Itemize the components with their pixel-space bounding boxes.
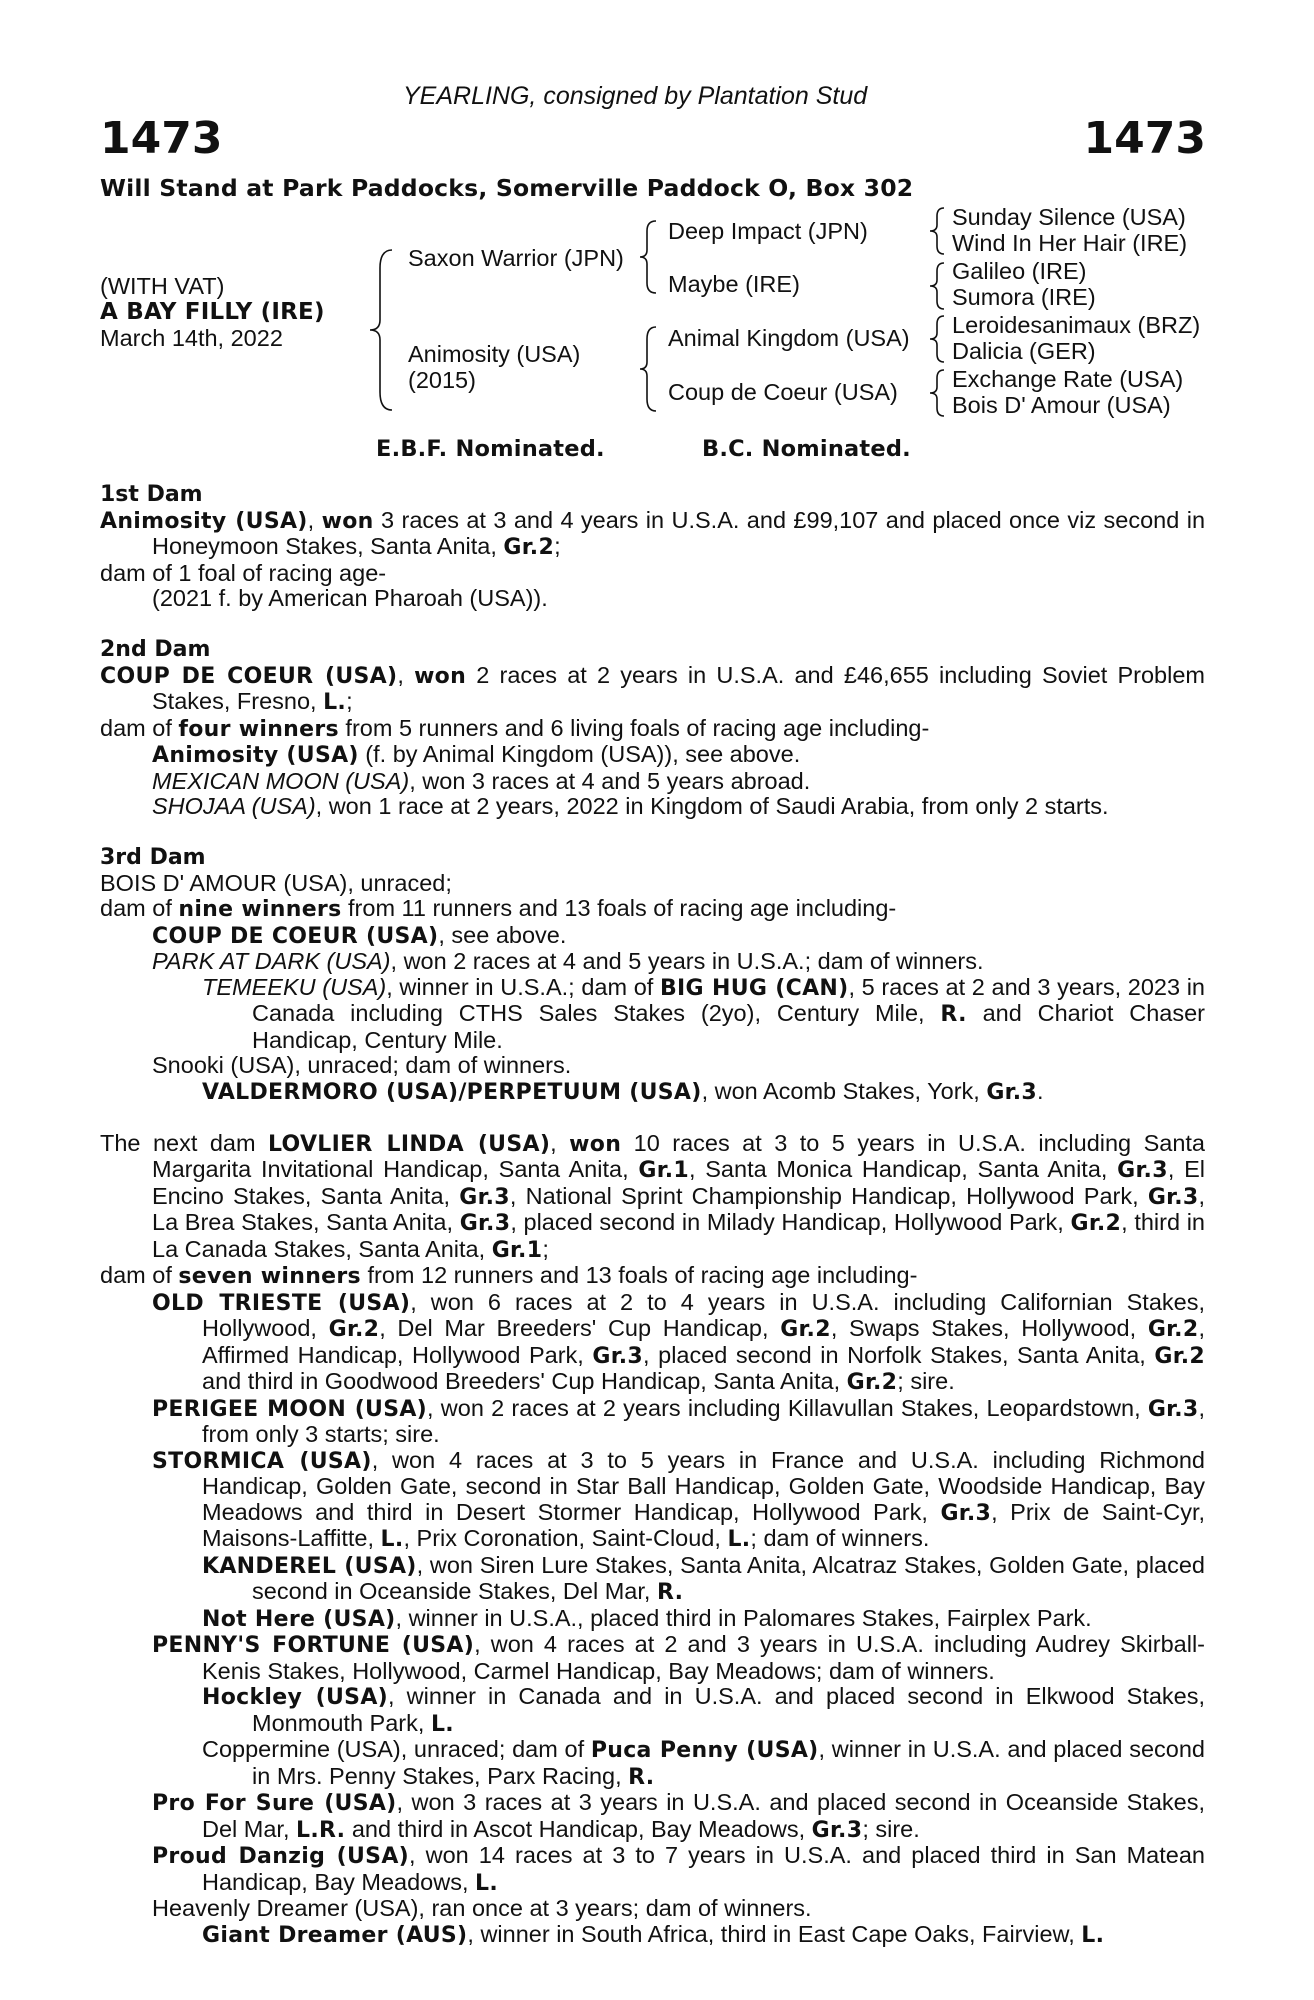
text-run: , Affirmed Handicap, Hollywood Park, bbox=[202, 1315, 1205, 1368]
italic-run: MEXICAN MOON (USA) bbox=[152, 767, 410, 794]
text-run: , Swaps Stakes, Hollywood, bbox=[830, 1315, 1148, 1341]
record-paragraph bbox=[100, 586, 1205, 612]
text-run: ; sire. bbox=[862, 1815, 920, 1842]
text-run: and third in Goodwood Breeders' Cup Handicap, Santa Anita, bbox=[202, 1368, 847, 1394]
pedigree-brace-sire bbox=[638, 219, 660, 295]
text-run: , 5 races at 2 and 3 years, 2023 in Canada including CTHS Sales Stakes (2yo), Century Mile, bbox=[252, 973, 1205, 1026]
bold-run: Gr.3 bbox=[459, 1211, 511, 1236]
text-run: 3 races at 3 and 4 years in U.S.A. and £99,107 and placed once viz second in Honeymoon Stakes, Santa Anita, bbox=[152, 506, 1206, 559]
bold-run: L. bbox=[380, 1527, 404, 1552]
section-heading: 2nd Dam bbox=[100, 637, 211, 662]
bold-run: COUP DE COEUR (USA) bbox=[100, 663, 398, 689]
text-run: , won 3 races at 3 years in U.S.A. and placed second in Oceanside Stakes, Del Mar, bbox=[202, 1789, 1205, 1842]
bold-run: Proud Danzig (USA) bbox=[152, 1844, 410, 1869]
text-run: , won 4 races at 3 to 5 years in France and U.S.A. including Richmond Handicap, Golden Gate, second in Star Ball Handicap, Golden Gate, Woodside Handicap, Bay Meadows and third in Desert Stormer Handicap, Hollywood Park, bbox=[202, 1446, 1205, 1525]
bold-run: Gr.3 bbox=[940, 1500, 992, 1526]
bold-run: Gr.2 bbox=[328, 1317, 380, 1342]
pedigree-g7: Exchange Rate (USA) bbox=[952, 366, 1184, 392]
text-run: , won 3 races at 4 and 5 years abroad. bbox=[409, 767, 811, 794]
text-run: , won 1 race at 2 years, 2022 in Kingdom of Saudi Arabia, from only 2 starts. bbox=[315, 793, 1109, 819]
foaling-date: March 14th, 2022 bbox=[100, 325, 283, 351]
bold-run: Gr.3 bbox=[459, 1184, 510, 1210]
dam-produce-records bbox=[100, 482, 1205, 1948]
pedigree-dam-dam: Coup de Coeur (USA) bbox=[668, 379, 898, 405]
bold-run: Not Here (USA) bbox=[202, 1606, 396, 1632]
bold-run: Hockley (USA) bbox=[202, 1685, 389, 1710]
bold-run: Gr.2 bbox=[503, 535, 555, 560]
text-run: from 5 runners and 6 living foals of racing age including- bbox=[338, 714, 930, 741]
record-paragraph bbox=[100, 1396, 1205, 1448]
record-paragraph bbox=[100, 1079, 1205, 1106]
bold-run: won bbox=[321, 508, 374, 534]
bold-run: seven winners bbox=[178, 1264, 361, 1289]
bold-run: PENNY'S FORTUNE (USA) bbox=[152, 1633, 475, 1658]
text-run: from 12 runners and 13 foals of racing age including- bbox=[360, 1262, 918, 1288]
text-run: The next dam bbox=[100, 1129, 268, 1156]
bold-run: nine winners bbox=[178, 897, 342, 922]
text-run: , placed second in Norfolk Stakes, Santa Anita, bbox=[643, 1341, 1155, 1368]
text-run: , from only 3 starts; sire. bbox=[202, 1394, 1205, 1447]
pedigree-brace-g4 bbox=[928, 368, 948, 418]
text-run: from 11 runners and 13 foals of racing age including- bbox=[341, 895, 897, 921]
bold-run: Gr.1 bbox=[638, 1158, 689, 1183]
lot-number-left: 1473 bbox=[100, 113, 223, 164]
record-paragraph bbox=[100, 1290, 1205, 1396]
text-run: , bbox=[307, 506, 322, 533]
bold-run: four winners bbox=[178, 716, 339, 742]
italic-run: SHOJAA (USA) bbox=[152, 793, 316, 819]
bold-run: won bbox=[569, 1131, 622, 1157]
pedigree-dam-sire: Animal Kingdom (USA) bbox=[668, 325, 910, 351]
text-run: dam of 1 foal of racing age- bbox=[100, 559, 387, 586]
bold-run: Gr.2 bbox=[1147, 1317, 1199, 1342]
record-paragraph bbox=[100, 1053, 1205, 1079]
record-paragraph bbox=[100, 716, 1205, 743]
text-run: , winner in South Africa, third in East Cape Oaks, Fairview, bbox=[467, 1920, 1082, 1947]
text-run: , winner in U.S.A.; dam of bbox=[386, 973, 660, 1000]
bold-run: Gr.3 bbox=[592, 1343, 644, 1369]
record-paragraph bbox=[100, 742, 1205, 769]
text-run: Coppermine (USA), unraced; dam of bbox=[202, 1736, 591, 1762]
record-paragraph bbox=[100, 1896, 1205, 1922]
record-paragraph bbox=[100, 769, 1205, 795]
text-run: (f. by Animal Kingdom (USA)), see above. bbox=[358, 741, 801, 767]
text-run: , third in La Canada Stakes, Santa Anita, bbox=[152, 1209, 1205, 1262]
record-paragraph bbox=[100, 1737, 1205, 1790]
horse-name: A BAY FILLY (IRE) bbox=[100, 299, 325, 325]
pedigree-section bbox=[100, 1131, 1205, 1949]
text-run: 10 races at 3 to 5 years in U.S.A. including Santa Margarita Invitational Handicap, Santa Anita, bbox=[152, 1129, 1205, 1182]
bold-run: R. bbox=[628, 1764, 655, 1790]
bold-run: L. bbox=[1081, 1922, 1105, 1948]
text-run: , won 2 races at 2 years including Killavullan Stakes, Leopardstown, bbox=[427, 1394, 1148, 1421]
record-paragraph bbox=[100, 1131, 1205, 1264]
pedigree-brace-dam bbox=[638, 325, 660, 413]
record-paragraph bbox=[100, 1263, 1205, 1290]
text-run: , Del Mar Breeders' Cup Handicap, bbox=[379, 1315, 781, 1341]
pedigree-g5: Leroidesanimaux (BRZ) bbox=[952, 312, 1201, 338]
bold-run: Gr.3 bbox=[986, 1079, 1037, 1105]
italic-run: TEMEEKU (USA) bbox=[202, 973, 387, 1000]
text-run: ; sire. bbox=[897, 1368, 955, 1394]
pedigree-brace-g1 bbox=[928, 206, 948, 256]
bold-run: Gr.2 bbox=[1154, 1343, 1205, 1369]
record-paragraph bbox=[100, 1922, 1205, 1949]
bold-run: R. bbox=[940, 1002, 967, 1027]
bold-run: L.R. bbox=[296, 1817, 346, 1843]
text-run: (2021 f. by American Pharoah (USA)). bbox=[152, 585, 548, 611]
text-run: , El Encino Stakes, Santa Anita, bbox=[152, 1156, 1205, 1209]
pedigree-g1: Sunday Silence (USA) bbox=[952, 204, 1186, 230]
ebf-nomination: E.B.F. Nominated. bbox=[376, 436, 605, 462]
text-run: , National Sprint Championship Handicap, Hollywood Park, bbox=[509, 1182, 1148, 1209]
pedigree-g3: Galileo (IRE) bbox=[952, 258, 1087, 284]
bold-run: Gr.2 bbox=[780, 1317, 831, 1342]
bold-run: Pro For Sure (USA) bbox=[152, 1791, 397, 1816]
bold-run: Gr.1 bbox=[491, 1237, 543, 1263]
bold-run: Giant Dreamer (AUS) bbox=[202, 1922, 468, 1948]
pedigree-brace-g2 bbox=[928, 261, 948, 311]
text-run: 2 races at 2 years in U.S.A. and £46,655 including Soviet Problem Stakes, Fresno, bbox=[152, 661, 1205, 714]
record-paragraph bbox=[100, 1632, 1205, 1684]
pedigree-section bbox=[100, 637, 1205, 820]
text-run: , placed second in Milady Handicap, Hollywood Park, bbox=[510, 1209, 1071, 1235]
text-run: , winner in Canada and in U.S.A. and placed second in Elkwood Stakes, Monmouth Park, bbox=[252, 1683, 1206, 1736]
text-run: , won 2 races at 4 and 5 years in U.S.A.; dam of winners. bbox=[390, 948, 984, 974]
record-paragraph bbox=[100, 561, 1205, 587]
record-paragraph bbox=[100, 1684, 1205, 1737]
record-paragraph bbox=[100, 1553, 1205, 1606]
text-run: , see above. bbox=[438, 921, 567, 948]
text-run: Snooki (USA), unraced; dam of winners. bbox=[152, 1052, 572, 1078]
text-run: , bbox=[550, 1129, 570, 1156]
text-run: dam of bbox=[100, 714, 179, 741]
bold-run: VALDERMORO (USA)/PERPETUUM (USA) bbox=[202, 1079, 702, 1105]
record-paragraph bbox=[100, 975, 1205, 1054]
bold-run: Animosity (USA) bbox=[100, 508, 308, 534]
bold-run: Gr.3 bbox=[811, 1817, 863, 1843]
record-paragraph bbox=[100, 1448, 1205, 1553]
bold-run: R. bbox=[656, 1580, 684, 1605]
bold-run: Gr.2 bbox=[1070, 1211, 1122, 1236]
pedigree-g4: Sumora (IRE) bbox=[952, 284, 1096, 310]
text-run: , won Siren Lure Stakes, Santa Anita, Alcatraz Stakes, Golden Gate, placed second in Oceanside Stakes, Del Mar, bbox=[252, 1551, 1206, 1604]
text-run: dam of bbox=[100, 895, 179, 921]
vat-note: (WITH VAT) bbox=[100, 273, 225, 299]
bold-run: STORMICA (USA) bbox=[152, 1448, 372, 1474]
pedigree-sire-sire: Deep Impact (JPN) bbox=[668, 218, 868, 244]
bold-run: Puca Penny (USA) bbox=[590, 1738, 819, 1763]
bold-run: Gr.2 bbox=[846, 1370, 898, 1395]
text-run: Heavenly Dreamer (USA), ran once at 3 years; dam of winners. bbox=[152, 1895, 812, 1921]
bold-run: KANDEREL (USA) bbox=[202, 1553, 417, 1579]
text-run: ; bbox=[346, 688, 353, 714]
section-heading: 1st Dam bbox=[100, 482, 203, 507]
record-paragraph bbox=[100, 794, 1205, 820]
record-paragraph bbox=[100, 508, 1205, 561]
bold-run: OLD TRIESTE (USA) bbox=[152, 1290, 411, 1316]
text-run: , won Acomb Stakes, York, bbox=[701, 1077, 987, 1104]
pedigree-dam-year: (2015) bbox=[408, 367, 476, 393]
pedigree-g6: Dalicia (GER) bbox=[952, 338, 1096, 364]
text-run: and Chariot Chaser Handicap, Century Mile. bbox=[252, 1000, 1205, 1053]
text-run: and third in Ascot Handicap, Bay Meadows, bbox=[345, 1815, 812, 1842]
bold-run: L. bbox=[475, 1870, 498, 1896]
pedigree-g2: Wind In Her Hair (IRE) bbox=[952, 230, 1188, 256]
text-run: BOIS D' AMOUR (USA), unraced; bbox=[100, 869, 452, 896]
text-run: , Prix Coronation, Saint-Cloud, bbox=[403, 1525, 728, 1551]
pedigree-sire-dam: Maybe (IRE) bbox=[668, 271, 800, 297]
record-paragraph bbox=[100, 949, 1205, 975]
text-run: , won 4 races at 2 and 3 years in U.S.A. including Audrey Skirball-Kenis Stakes, Hollywood, Carmel Handicap, Bay Meadows; dam of winners. bbox=[202, 1631, 1205, 1684]
text-run: , La Brea Stakes, Santa Anita, bbox=[152, 1182, 1205, 1235]
record-paragraph bbox=[100, 1790, 1205, 1843]
pedigree-section bbox=[100, 482, 1205, 612]
record-paragraph bbox=[100, 663, 1205, 716]
bold-run: L. bbox=[323, 690, 347, 715]
text-run: , winner in U.S.A., placed third in Palomares Stakes, Fairplex Park. bbox=[395, 1604, 1092, 1631]
text-run: , Prix de Saint-Cyr, Maisons-Laffitte, bbox=[202, 1498, 1205, 1551]
bold-run: Gr.3 bbox=[1147, 1396, 1199, 1422]
bold-run: Gr.3 bbox=[1147, 1184, 1199, 1210]
text-run: dam of bbox=[100, 1262, 179, 1288]
text-run: . bbox=[1036, 1077, 1044, 1104]
pedigree-brace-g3 bbox=[928, 314, 948, 364]
text-run: ; dam of winners. bbox=[750, 1525, 930, 1551]
bold-run: Animosity (USA) bbox=[152, 743, 359, 768]
pedigree-brace-main bbox=[368, 248, 402, 412]
bold-run: L. bbox=[727, 1527, 751, 1552]
pedigree-sire: Saxon Warrior (JPN) bbox=[408, 245, 624, 271]
record-paragraph bbox=[100, 1606, 1205, 1633]
catalogue-subtitle: YEARLING, consigned by Plantation Stud bbox=[403, 82, 868, 110]
text-run: , winner in U.S.A. and placed second in Mrs. Penny Stakes, Parx Racing, bbox=[252, 1736, 1205, 1789]
bold-run: Gr.3 bbox=[1117, 1158, 1168, 1183]
text-run: ; bbox=[542, 1235, 549, 1262]
record-paragraph bbox=[100, 923, 1205, 950]
pedigree-dam: Animosity (USA) bbox=[408, 341, 581, 367]
bold-run: L. bbox=[430, 1711, 454, 1737]
bold-run: PERIGEE MOON (USA) bbox=[152, 1396, 428, 1422]
record-paragraph bbox=[100, 896, 1205, 923]
bc-nomination: B.C. Nominated. bbox=[702, 436, 911, 462]
record-paragraph bbox=[100, 1843, 1205, 1896]
text-run: , bbox=[397, 661, 415, 688]
bold-run: LOVLIER LINDA (USA) bbox=[268, 1131, 551, 1157]
section-heading: 3rd Dam bbox=[100, 845, 206, 870]
lot-number-right: 1473 bbox=[1083, 113, 1206, 164]
text-run: , won 6 races at 2 to 4 years in U.S.A. including Californian Stakes, Hollywood, bbox=[202, 1288, 1205, 1341]
bold-run: COUP DE COEUR (USA) bbox=[152, 923, 439, 949]
bold-run: BIG HUG (CAN) bbox=[659, 975, 849, 1001]
text-run: , won 14 races at 3 to 7 years in U.S.A. and placed third in San Matean Handicap, Bay Meadows, bbox=[202, 1842, 1205, 1895]
record-paragraph bbox=[100, 871, 1205, 897]
pedigree-section bbox=[100, 845, 1205, 1105]
text-run: , Santa Monica Handicap, Santa Anita, bbox=[688, 1156, 1118, 1182]
stand-location: Will Stand at Park Paddocks, Somerville Paddock O, Box 302 bbox=[100, 174, 914, 202]
bold-run: won bbox=[414, 663, 467, 689]
text-run: ; bbox=[554, 533, 561, 559]
italic-run: PARK AT DARK (USA) bbox=[152, 948, 391, 974]
pedigree-g8: Bois D' Amour (USA) bbox=[952, 392, 1171, 418]
